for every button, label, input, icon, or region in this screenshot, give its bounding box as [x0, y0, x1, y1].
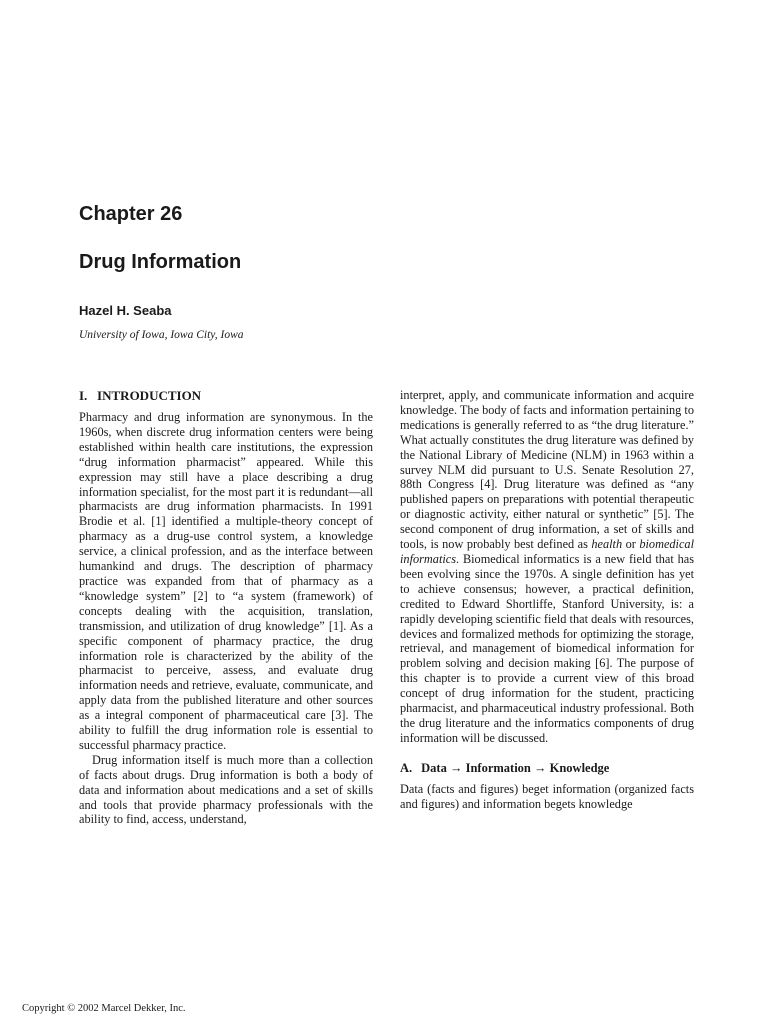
- author-affiliation: University of Iowa, Iowa City, Iowa: [79, 329, 244, 341]
- term-biomedical-informatics: biomedical informatics: [400, 537, 694, 566]
- subsection-number: A.: [400, 760, 413, 775]
- left-column: [79, 388, 373, 827]
- subsection-heading-a: [400, 760, 694, 776]
- para3-or: or: [622, 537, 640, 552]
- subsection-a-paragraph-1: Data (facts and figures) beget information (organized facts and figures) and information begets knowledge: [400, 781, 694, 811]
- term-health: health: [591, 537, 623, 552]
- author-name: Hazel H. Seaba: [79, 303, 172, 318]
- chapter-title: Drug Information: [79, 251, 242, 273]
- intro-paragraph-2-continued: [400, 388, 694, 746]
- copyright-notice: Copyright © 2002 Marcel Dekker, Inc.: [22, 1003, 186, 1014]
- subsection-title: Data → Information → Knowledge: [421, 760, 610, 775]
- para3-text: interpret, apply, and communicate information and acquire knowledge. The body of facts and information pertaining to medications is generally referred to as “the drug literature.” What actually constitutes the drug literature was defined by the National Library of Medicine (NLM) in 1963 within a survey NLM did pursuant to U.S. Senate Resolution 27, 88th Congress [4]. Drug literature was defined as “any published papers on preparations with potential therapeutic or diagnostic activity, either natural or synthetic” [5]. The second component of drug information, a set of skills and tools, is now probably best defined as: [400, 388, 694, 552]
- para3-rest: . Biomedical informatics is a new field that has been evolving since the 1970s. A single definition has yet to achieve consensus; however, a practical definition, credited to Edward Shortliffe, Stanford University, is: a rapidly developing scientific field that deals with resources, devices and formalized methods for optimizing the storage, retrieval, and management of biomedical information for problem solving and decision making [6]. The purpose of this chapter is to provide a current view of this broad concept of drug information for the student, practicing pharmacist, and pharmaceutical industry professional. Both the drug literature and the informatics components of drug information will be discussed.: [400, 551, 694, 745]
- section-heading-introduction: I. INTRODUCTION: [79, 388, 202, 403]
- chapter-number: Chapter 26: [79, 203, 183, 225]
- intro-paragraph-2: Drug information itself is much more than a collection of facts about drugs. Drug information is both a body of data and information about medications and a set of skills and tools that provide pharmacy professionals with the ability to find, access, understand,: [79, 752, 373, 827]
- right-column: [400, 388, 694, 812]
- intro-paragraph-1: Pharmacy and drug information are synonymous. In the 1960s, when discrete drug information centers were being established within health care institutions, the expression “drug information pharmacist” appeared. While this expression may still have a place describing a drug information specialist, for the most part it is redundant—all pharmacists are drug information pharmacists. In 1991 Brodie et al. [1] identified a multiple-theory concept of pharmacy as a drug-use control system, a knowledge service, a clinical profession, and as the interface between humankind and drugs. The description of pharmacy practice was expanded from that of pharmacy as a “knowledge system” [2] to “a system (framework) of concepts dealing with the acquisition, translation, transmission, and utilization of drug knowledge” [1]. As a specific component of pharmacy practice, the drug information role is characterized by the ability of the pharmacist to perceive, assess, and evaluate drug information needs and retrieve, evaluate, communicate, and apply data from the published literature and other sources as a integral component of pharmaceutical care [3]. The ability to fulfill the drug information role is essential to successful pharmacy practice.: [79, 410, 373, 752]
